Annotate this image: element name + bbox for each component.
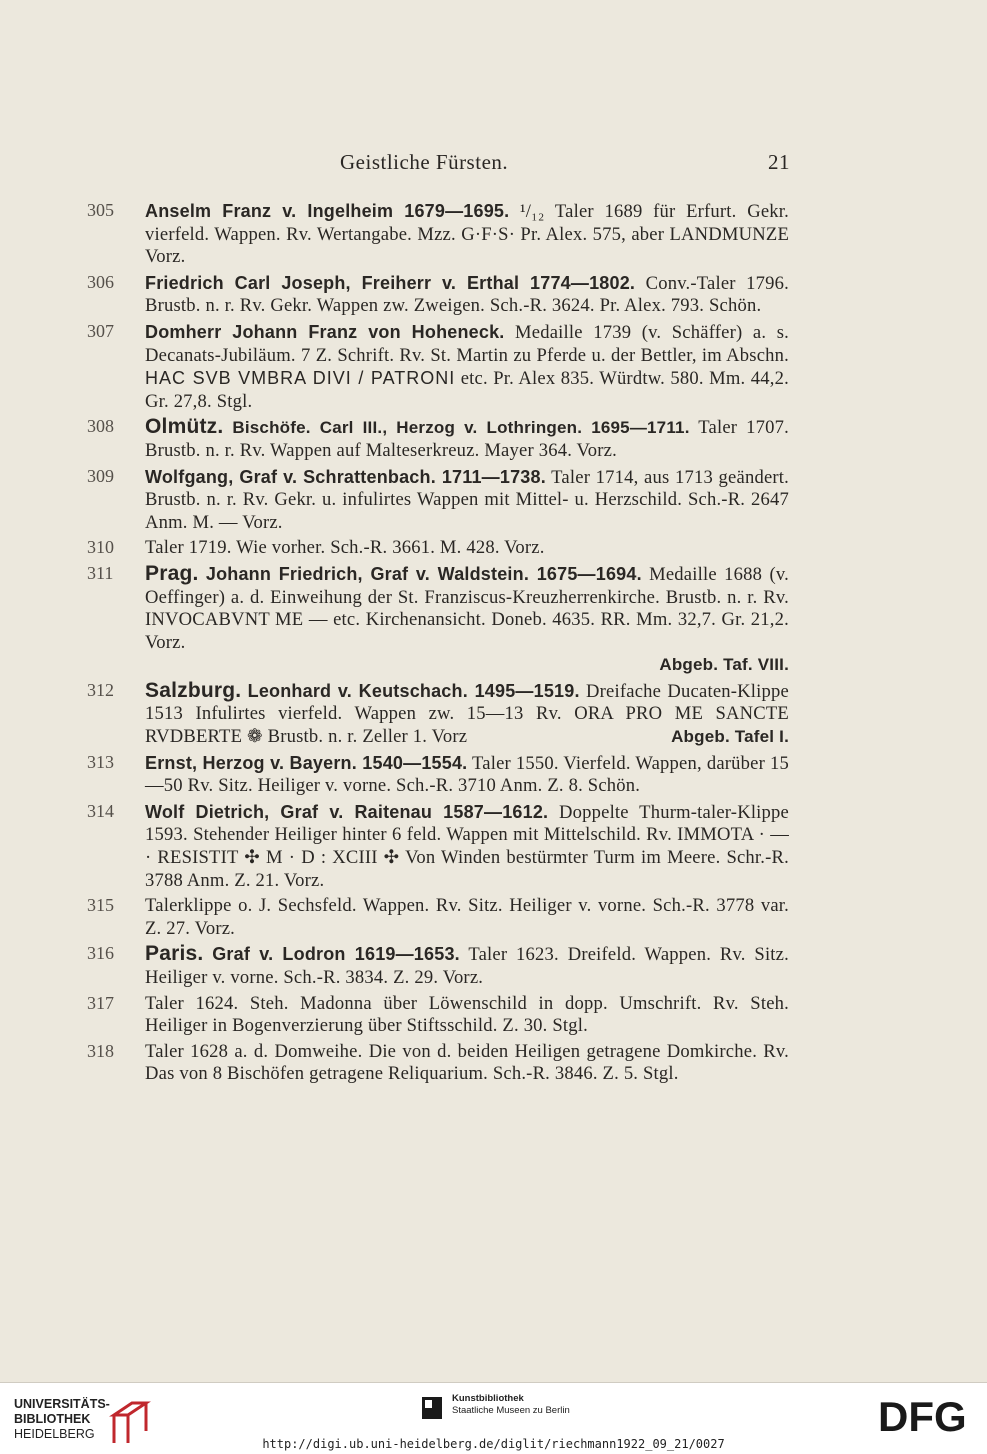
entry-number: 309 xyxy=(87,465,114,486)
entry-heading: Leonhard v. Keutschach. 1495—1519. xyxy=(247,680,580,701)
entry-heading: Wolf Dietrich, Graf v. Raitenau 1587—1612. xyxy=(145,801,549,822)
entry-number: 314 xyxy=(87,800,114,821)
entry-number: 308 xyxy=(87,416,114,437)
entry-body xyxy=(145,943,789,989)
entry-description: Taler 1714, aus 1713 geändert. Brustb. n. r. Rv. Gekr. u. infulirtes Wappen mit Mittel- u. Herzschild. Sch.-R. 2647 Anm. M. — Vorz. xyxy=(145,466,790,533)
entry-description: ¹/₁₂ Taler 1689 für Erfurt. Gekr. vierfeld. Wappen. Rv. Wertangabe. Mzz. G·F·S· Pr. Alex. 575, aber LANDMUNZE Vorz. xyxy=(145,201,789,268)
entry-body xyxy=(145,801,789,892)
entry-number: 317 xyxy=(87,992,114,1013)
kunstbibliothek-icon xyxy=(422,1397,442,1419)
catalog-entry xyxy=(0,752,987,798)
running-head xyxy=(145,150,790,180)
page-title: Geistliche Fürsten. xyxy=(340,150,509,174)
catalog-entry xyxy=(0,680,987,749)
catalog-entry xyxy=(0,895,987,940)
entry-body xyxy=(145,1041,789,1086)
entry-heading: Bischöfe. Carl III., Herzog v. Lothringen. 1695—1711. xyxy=(232,418,690,438)
place-heading: Salzburg. xyxy=(145,678,242,702)
entry-body xyxy=(145,680,789,749)
place-heading: Paris. xyxy=(145,942,204,966)
entry-heading: Domherr Johann Franz von Hoheneck. xyxy=(145,321,505,342)
catalog-entry xyxy=(0,416,987,462)
entry-description: Dreifache Ducaten-Klippe 1513 Infulirtes vierfeld. Wappen zw. 15—13 Rv. ORA PRO ME SANCTE RVDBERTE ❁ Brustb. n. r. Zeller 1. Vorz xyxy=(145,680,789,748)
entry-number: 316 xyxy=(87,943,114,964)
entry-body xyxy=(145,466,789,535)
kunstbibliothek-logo[interactable] xyxy=(422,1393,602,1429)
catalog-entry xyxy=(0,563,987,677)
entry-number: 305 xyxy=(87,200,114,220)
catalog-entry xyxy=(0,993,987,1038)
entry-number: 311 xyxy=(87,562,114,583)
entry-number: 312 xyxy=(87,679,114,700)
entry-description: Talerklippe o. J. Sechsfeld. Wappen. Rv. Sitz. Heiliger v. vorne. Sch.-R. 3778 var. Z. 27. Vorz. xyxy=(145,895,789,939)
entry-number: 307 xyxy=(87,320,114,341)
entry-description: Taler 1628 a. d. Domweihe. Die von d. beiden Heiligen getragene Domkirche. Rv. Das von 8 Bischöfen getragene Reliquarium. Sch.-R. 3846. Z. 5. Stgl. xyxy=(145,1040,789,1085)
entry-heading: Ernst, Herzog v. Bayern. 1540—1554. xyxy=(145,752,468,773)
entry-heading: Anselm Franz v. Ingelheim 1679—1695. xyxy=(145,201,510,221)
entry-body xyxy=(145,563,789,677)
entry-body xyxy=(145,416,789,462)
entry-description: Taler 1719. Wie vorher. Sch.-R. 3661. M. 428. Vorz. xyxy=(145,537,545,559)
entry-number: 315 xyxy=(87,895,114,916)
catalog-entries xyxy=(0,200,987,1089)
entry-body xyxy=(145,272,789,318)
entry-description: Taler 1707. Brustb. n. r. Rv. Wappen auf Malteserkreuz. Mayer 364. Vorz. xyxy=(145,417,790,461)
entry-description: Taler 1623. Dreifeld. Wappen. Rv. Sitz. Heiliger v. vorne. Sch.-R. 3834. Z. 29. Vorz. xyxy=(145,944,789,988)
dfg-logo[interactable] xyxy=(878,1391,974,1441)
entry-description: Medaille 1688 (v. Oeffinger) a. d. Einweihung der St. Franziscus-Kreuzherrenkirche. Brustb. n. r. Rv. INVOCABVNT ME — etc. Kirchenansicht. Doneb. 4635. RR. Mm. 32,7. Gr. 21,2. Vorz. xyxy=(145,563,789,653)
permalink-url[interactable]: http://digi.ub.uni-heidelberg.de/diglit/riechmann1922_09_21/0027 xyxy=(262,1437,725,1451)
catalog-entry xyxy=(0,272,987,318)
catalog-entry xyxy=(0,200,987,269)
plate-reference: Abgeb. Tafel I. xyxy=(671,727,789,747)
ub-logo-text: UNIVERSITÄTS- BIBLIOTHEK HEIDELBERG xyxy=(14,1397,110,1441)
catalog-entry xyxy=(0,1041,987,1086)
entry-description: Taler 1550. Vierfeld. Wappen, darüber 15—50 Rv. Sitz. Heiliger v. vorne. Sch.-R. 3710 Anm. Z. 8. Schön. xyxy=(145,752,789,797)
place-heading: Prag. xyxy=(145,561,199,585)
place-heading: Olmütz. xyxy=(145,415,224,439)
page-number: 21 xyxy=(768,150,790,174)
catalog-entry xyxy=(0,321,987,413)
entry-description: Conv.-Taler 1796. Brustb. n. r. Rv. Gekr. Wappen zw. Zweigen. Sch.-R. 3624. Pr. Alex. 793. Schön. xyxy=(145,272,789,317)
entry-description: Doppelte Thurm-taler-Klippe 1593. Stehender Heiliger hinter 6 feld. Wappen mit Mittelschild. Rv. IMMOTA · — · RESISTIT ✣ M · D : XCIII ✣ Von Winden bestürmter Turm im Meere. Schr.-R. 3788 Anm. Z. 21. Vorz. xyxy=(145,801,789,891)
entry-heading: Friedrich Carl Joseph, Freiherr v. Erthal 1774—1802. xyxy=(145,272,636,293)
entry-number: 310 xyxy=(87,537,114,558)
entry-body xyxy=(145,993,789,1038)
catalog-entry xyxy=(0,466,987,535)
entry-body xyxy=(145,537,789,560)
entry-heading: Wolfgang, Graf v. Schrattenbach. 1711—1738. xyxy=(145,466,546,487)
kunstbibliothek-text: Kunstbibliothek Staatliche Museen zu Berlin xyxy=(452,1393,570,1416)
entry-body xyxy=(145,895,789,940)
entry-number: 306 xyxy=(87,271,114,292)
catalog-entry xyxy=(0,801,987,892)
catalog-entry xyxy=(0,537,987,560)
entry-body xyxy=(145,200,789,269)
entry-number: 313 xyxy=(87,751,114,772)
entry-heading: Johann Friedrich, Graf v. Waldstein. 1675—1694. xyxy=(205,563,642,584)
viewer-footer xyxy=(0,1382,987,1454)
entry-description-cont: etc. Pr. Alex 835. Würdtw. 580. Mm. 44,2. Gr. 27,8. Stgl. xyxy=(145,368,789,412)
entry-description: Medaille 1739 (v. Schäffer) a. s. Decanats-Jubiläum. 7 Z. Schrift. Rv. St. Martin zu Pferde u. der Bettler, im Abschn. xyxy=(145,321,789,366)
plate-reference: Abgeb. Taf. VIII. xyxy=(659,655,789,675)
entry-number: 318 xyxy=(87,1040,114,1061)
entry-body xyxy=(145,752,789,798)
coin-legend: HAC SVB VMBRA DIVI / PATRONI xyxy=(145,368,456,389)
entry-body xyxy=(145,321,789,413)
catalog-entry xyxy=(0,943,987,989)
entry-description: Taler 1624. Steh. Madonna über Löwenschild in dopp. Umschrift. Rv. Steh. Heiliger in Bogenverzierung über Stiftsschild. Z. 30. Stgl. xyxy=(145,992,789,1037)
entry-heading: Graf v. Lodron 1619—1653. xyxy=(212,944,460,965)
dfg-logo-text: DFG xyxy=(878,1393,967,1440)
